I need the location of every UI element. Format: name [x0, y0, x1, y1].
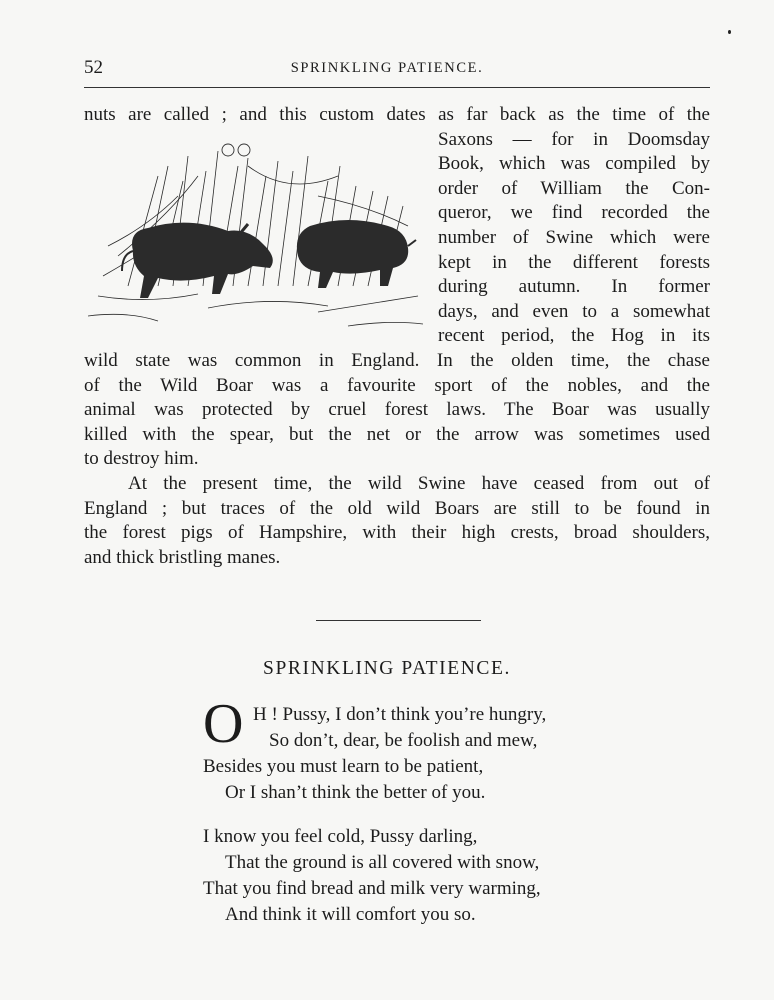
- verse-line: Or I shan’t think the better of you.: [225, 782, 486, 803]
- verse-line: H ! Pussy, I don’t think you’re hungry,: [253, 704, 547, 725]
- text-line: queror, we find recorded the: [438, 202, 710, 224]
- text-line: animal was protected by cruel forest laws. The Boar was usually: [84, 399, 710, 421]
- poem: [203, 693, 547, 928]
- text-line: the forest pigs of Hampshire, with their high crests, broad shoulders,: [84, 522, 710, 544]
- text-line: Book, which was compiled by: [438, 153, 710, 175]
- text-line: kept in the different forests: [438, 251, 710, 273]
- boar-text: [84, 103, 710, 570]
- text-line: to destroy him.: [84, 448, 199, 470]
- text-line: wild state was common in England. In the olden time, the chase: [84, 349, 710, 371]
- verse-line: Besides you must learn to be patient,: [203, 756, 484, 777]
- header-rule: [84, 87, 710, 88]
- text-line: and thick bristling manes.: [84, 546, 281, 568]
- text-line: Saxons — for in Doomsday: [438, 128, 710, 150]
- text-line: England ; but traces of the old wild Boars are still to be found in: [84, 497, 710, 519]
- poem-title: SPRINKLING PATIENCE.: [263, 658, 511, 679]
- verse-line: That you find bread and milk very warming,: [203, 878, 541, 899]
- verse-line: That the ground is all covered with snow,: [225, 852, 540, 873]
- text-line: killed with the spear, but the net or the arrow was sometimes used: [84, 423, 710, 445]
- section-divider: [316, 620, 481, 621]
- text-line: At the present time, the wild Swine have ceased from out of: [128, 472, 710, 494]
- text-line: during autumn. In former: [438, 276, 710, 298]
- text-line: order of William the Con-: [438, 177, 710, 199]
- stanza-1: [203, 693, 547, 806]
- drop-cap: O: [203, 693, 244, 755]
- text-line: of the Wild Boar was a favourite sport of the nobles, and the: [84, 374, 710, 396]
- page-number: 52: [84, 57, 103, 78]
- ink-speck: [728, 30, 731, 34]
- text-line: nuts are called ; and this custom dates as far back as the time of the: [84, 104, 710, 125]
- stanza-2: [203, 824, 546, 928]
- text-line: number of Swine which were: [438, 226, 710, 248]
- text-line: days, and even to a somewhat: [438, 300, 710, 322]
- verse-line: And think it will comfort you so.: [225, 904, 476, 925]
- verse-line: So don’t, dear, be foolish and mew,: [269, 730, 538, 751]
- running-title: SPRINKLING PATIENCE.: [290, 60, 484, 76]
- verse-line: I know you feel cold, Pussy darling,: [203, 826, 478, 847]
- text-line: recent period, the Hog in its: [438, 325, 710, 347]
